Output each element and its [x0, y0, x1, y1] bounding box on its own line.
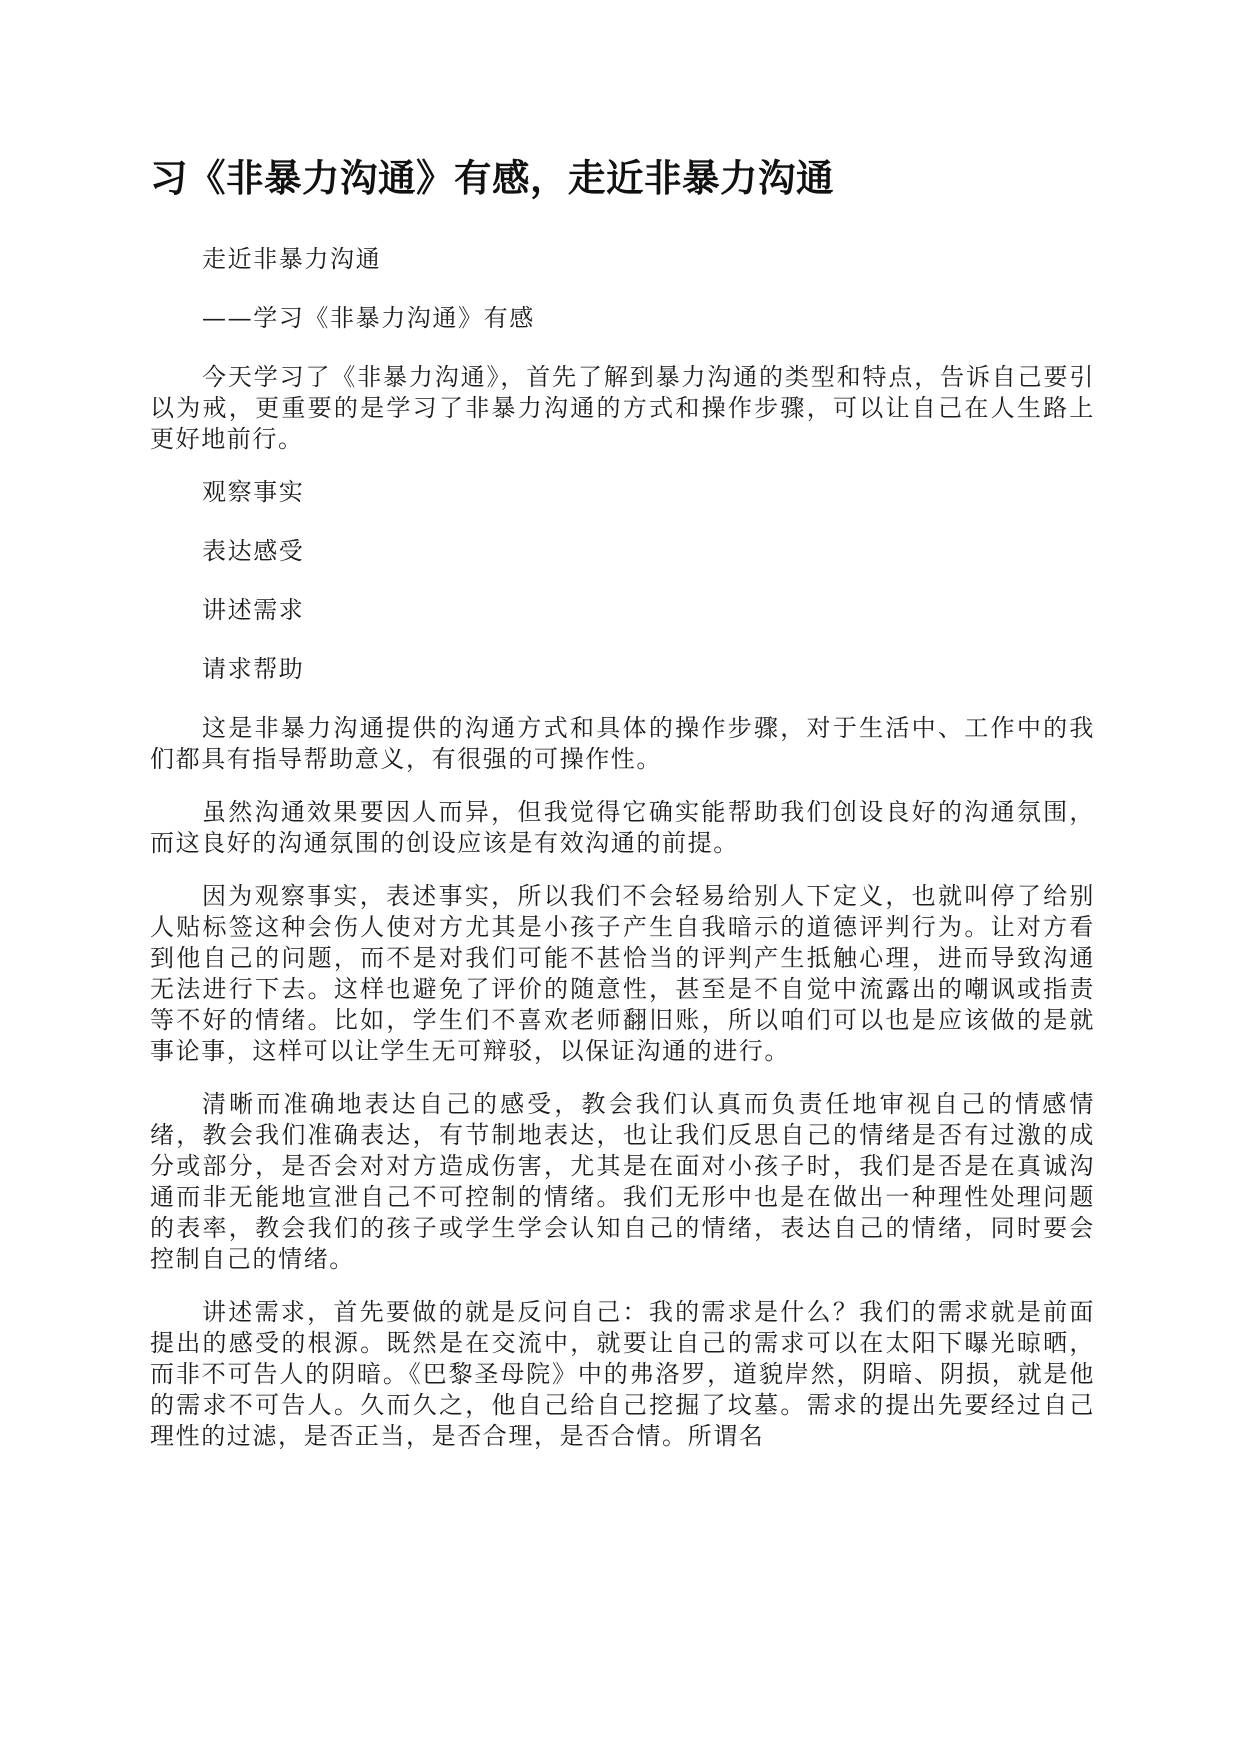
- paragraph-feelings: 清晰而准确地表达自己的感受，教会我们认真而负责任地审视自己的情感情绪，教会我们准确表达，有节制地表达，也让我们反思自己的情绪是否有过激的成分或部分，是否会对对方造成伤害，尤其是在面对小孩子时，我们是否是在真诚沟通而非无能地宣泄自己不可控制的情绪。我们无形中也是在做出一种理性处理问题的表率，教会我们的孩子或学生学会认知自己的情绪，表达自己的情绪，同时要会控制自己的情绪。: [150, 1090, 1095, 1273]
- document-title: 习《非暴力沟通》有感，走近非暴力沟通: [150, 156, 834, 200]
- paragraph-needs: 讲述需求，首先要做的就是反问自己：我的需求是什么？我们的需求就是前面提出的感受的根源。既然是在交流中，就要让自己的需求可以在太阳下曝光晾晒，而非不可告人的阴暗。《巴黎圣母院》中的弗洛罗，道貌岸然，阴暗、阴损，就是他的需求不可告人。久而久之，他自己给自己挖掘了坟墓。需求的提出先要经过自己理性的过滤，是否正当，是否合理，是否合情。所谓名: [150, 1298, 1095, 1450]
- paragraph-subheading: ——学习《非暴力沟通》有感: [202, 304, 535, 332]
- paragraph-subtitle: 走近非暴力沟通: [202, 245, 382, 273]
- list-item-express: 表达感受: [202, 537, 305, 565]
- list-item-request: 请求帮助: [202, 655, 305, 683]
- paragraph-steps-summary: 这是非暴力沟通提供的沟通方式和具体的操作步骤，对于生活中、工作中的我们都具有指导帮助意义，有很强的可操作性。: [150, 714, 1095, 773]
- list-item-needs: 讲述需求: [202, 596, 305, 624]
- paragraph-intro: 今天学习了《非暴力沟通》，首先了解到暴力沟通的类型和特点，告诉自己要引以为戒，更重要的是学习了非暴力沟通的方式和操作步骤，可以让自己在人生路上更好地前行。: [150, 363, 1095, 453]
- paragraph-atmosphere: 虽然沟通效果要因人而异，但我觉得它确实能帮助我们创设良好的沟通氛围，而这良好的沟通氛围的创设应该是有效沟通的前提。: [150, 798, 1095, 857]
- paragraph-observation: 因为观察事实，表述事实，所以我们不会轻易给别人下定义，也就叫停了给别人贴标签这种会伤人使对方尤其是小孩子产生自我暗示的道德评判行为。让对方看到他自己的问题，而不是对我们可能不甚恰当的评判产生抵触心理，进而导致沟通无法进行下去。这样也避免了评价的随意性，甚至是不自觉中流露出的嘲讽或指责等不好的情绪。比如，学生们不喜欢老师翻旧账，所以咱们可以也是应该做的是就事论事，这样可以让学生无可辩驳，以保证沟通的进行。: [150, 882, 1095, 1065]
- list-item-observe: 观察事实: [202, 478, 305, 506]
- document-page: [150, 150, 1095, 1474]
